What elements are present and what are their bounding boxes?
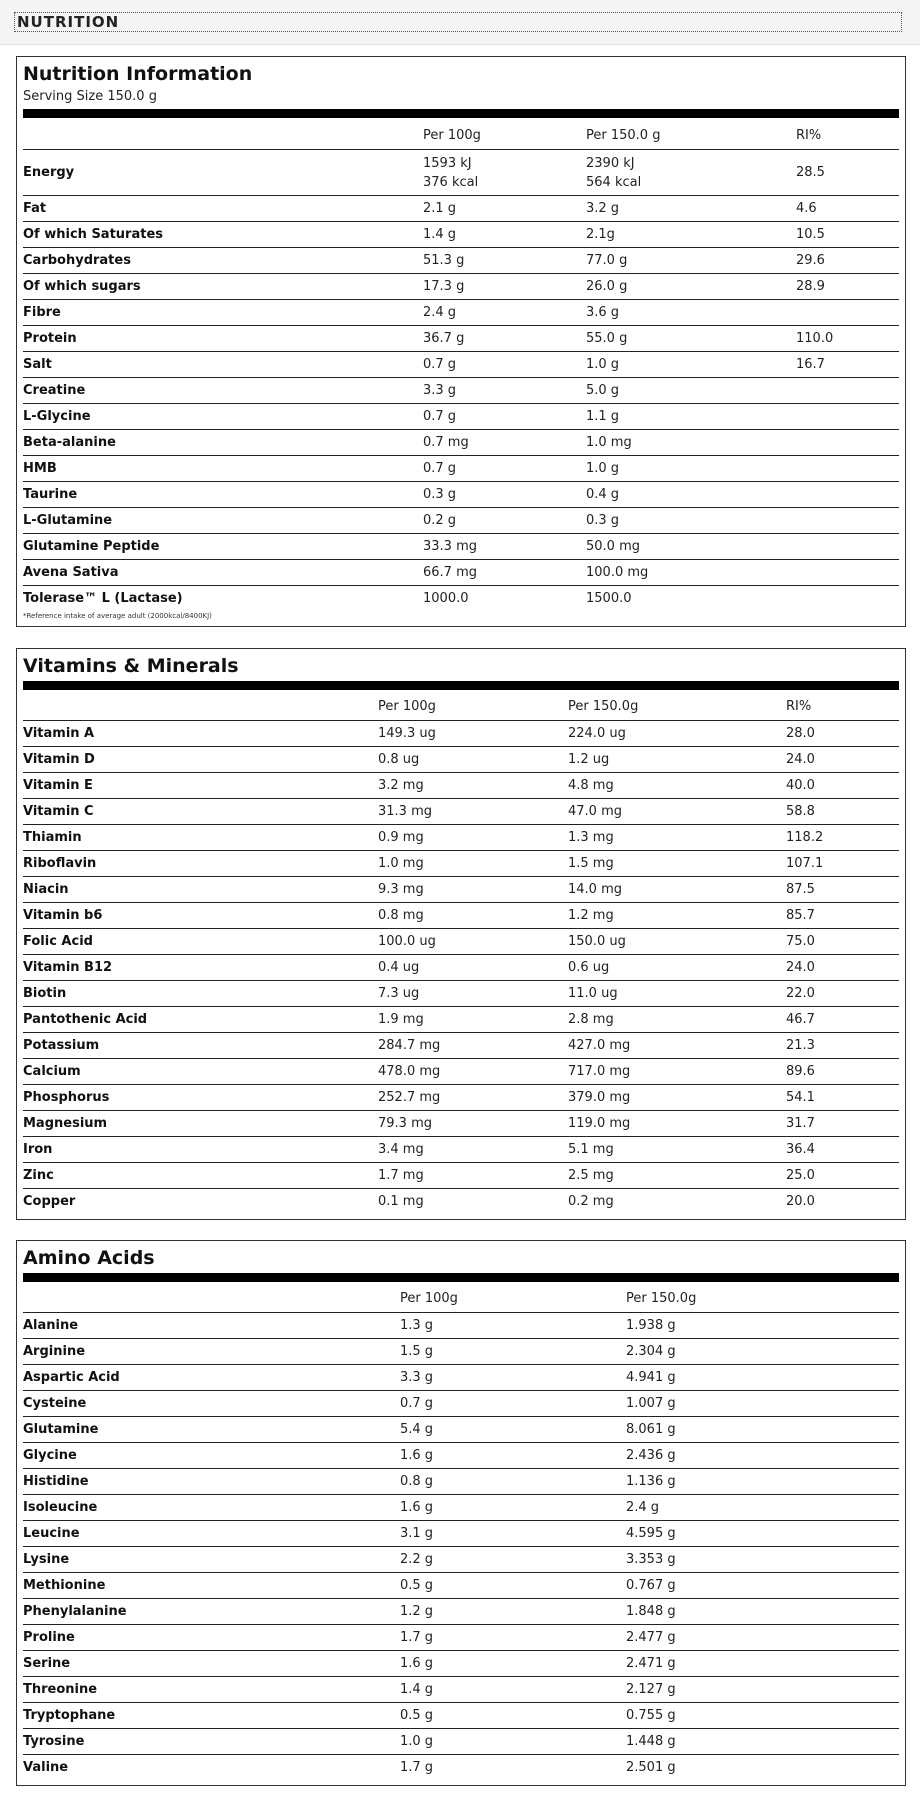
per-100g-value: 2.1 g	[423, 196, 586, 222]
table-row-riboflavin	[23, 851, 899, 877]
per-serving-value: 77.0 g	[586, 248, 796, 274]
per-100g-value: 51.3 g	[423, 248, 586, 274]
table-row-l-glycine	[23, 404, 899, 430]
per-100g-value: 1.0 mg	[378, 851, 568, 877]
nutrient-name: Vitamin A	[23, 721, 378, 747]
table-row-magnesium	[23, 1111, 899, 1137]
vitamins-table	[23, 693, 899, 1214]
ri-percent-value: 24.0	[786, 955, 899, 981]
ri-percent-value: 16.7	[796, 352, 899, 378]
per-100g-value: 3.3 g	[400, 1365, 626, 1391]
table-row-of-which-saturates	[23, 222, 899, 248]
table-row-cysteine	[23, 1391, 899, 1417]
ri-percent-value: 89.6	[786, 1059, 899, 1085]
ri-percent-value	[796, 430, 899, 456]
ri-percent-value: 22.0	[786, 981, 899, 1007]
nutrient-name: Of which Saturates	[23, 222, 423, 248]
nutrient-name: Fibre	[23, 300, 423, 326]
table-row-tyrosine	[23, 1729, 899, 1755]
per-serving-value: 50.0 mg	[586, 534, 796, 560]
table-row-vitamin-b6	[23, 903, 899, 929]
per-100g-value: 3.1 g	[400, 1521, 626, 1547]
per-100g-value: 3.3 g	[423, 378, 586, 404]
per-serving-value: 1.2 mg	[568, 903, 786, 929]
per-100g-value: 0.8 ug	[378, 747, 568, 773]
per-100g-value: 1.7 g	[400, 1760, 434, 1775]
nutrient-name: Riboflavin	[23, 851, 378, 877]
column-header-per-serving: Per 150.0g	[626, 1285, 899, 1313]
per-100g-value: 252.7 mg	[378, 1085, 568, 1111]
per-100g-value: 1.4 g	[423, 222, 586, 248]
per-serving-value: 1.448 g	[626, 1729, 899, 1755]
table-row-vitamin-b12	[23, 955, 899, 981]
ri-percent-value	[796, 404, 899, 430]
per-serving-value: 47.0 mg	[568, 799, 786, 825]
nutrient-name: Potassium	[23, 1033, 378, 1059]
nutrient-name: Vitamin E	[23, 773, 378, 799]
ri-percent-value: 107.1	[786, 851, 899, 877]
per-serving-value: 119.0 mg	[568, 1111, 786, 1137]
per-serving-value: 224.0 ug	[568, 721, 786, 747]
per-serving-value	[586, 150, 796, 196]
table-row-phenylalanine	[23, 1599, 899, 1625]
ri-percent-value: 28.5	[796, 150, 899, 196]
table-row-proline	[23, 1625, 899, 1651]
per-serving-value: 3.6 g	[586, 300, 796, 326]
table-row-beta-alanine	[23, 430, 899, 456]
nutrient-name: Zinc	[23, 1163, 378, 1189]
per-serving-value: 4.8 mg	[568, 773, 786, 799]
per-serving-value: 2.477 g	[626, 1625, 899, 1651]
table-row-tryptophane	[23, 1703, 899, 1729]
divider-bar	[23, 1273, 899, 1282]
ri-percent-value: 28.0	[786, 721, 899, 747]
nutrient-name: Tryptophane	[23, 1703, 400, 1729]
ri-percent-value	[796, 482, 899, 508]
per-100g-value: 17.3 g	[423, 274, 586, 300]
table-row-threonine	[23, 1677, 899, 1703]
per-100g-value: 1.6 g	[400, 1495, 626, 1521]
nutrient-name: Vitamin C	[23, 799, 378, 825]
per-100g-value: 478.0 mg	[378, 1059, 568, 1085]
per-serving-value: 150.0 ug	[568, 929, 786, 955]
ri-percent-value: 31.7	[786, 1111, 899, 1137]
per-100g-value: 0.8 mg	[378, 903, 568, 929]
ri-percent-value: 25.0	[786, 1163, 899, 1189]
table-row-of-which-sugars	[23, 274, 899, 300]
column-header-nutrient	[23, 693, 378, 721]
ri-percent-value: 58.8	[786, 799, 899, 825]
table-row-glycine	[23, 1443, 899, 1469]
per-serving-value: 2.5 mg	[568, 1163, 786, 1189]
per-serving-value: 1.2 ug	[568, 747, 786, 773]
nutrient-name: L-Glycine	[23, 404, 423, 430]
vitamins-table-header	[23, 693, 899, 721]
energy-kcal-per-serving: 564 kcal	[586, 174, 642, 190]
per-serving-value: 379.0 mg	[568, 1085, 786, 1111]
ri-percent-value: 29.6	[796, 248, 899, 274]
table-row-creatine	[23, 378, 899, 404]
per-100g-value: 149.3 ug	[378, 721, 568, 747]
per-100g-value: 2.2 g	[400, 1547, 626, 1573]
per-100g-value: 0.2 g	[423, 508, 586, 534]
nutrient-name: Glutamine	[23, 1417, 400, 1443]
per-100g-value: 1000.0	[423, 591, 469, 606]
per-100g-value: 2.4 g	[423, 300, 586, 326]
table-row-folic-acid	[23, 929, 899, 955]
column-header-ri: RI%	[796, 122, 899, 150]
serving-size-label: Serving Size 150.0 g	[23, 89, 157, 104]
table-row-alanine	[23, 1313, 899, 1339]
nutrient-name: Lysine	[23, 1547, 400, 1573]
per-100g-value: 284.7 mg	[378, 1033, 568, 1059]
per-100g-value: 5.4 g	[400, 1417, 626, 1443]
amino-acids-panel	[16, 1240, 906, 1786]
per-serving-value: 1.007 g	[626, 1391, 899, 1417]
nutrient-name: Isoleucine	[23, 1495, 400, 1521]
per-100g-value: 0.8 g	[400, 1469, 626, 1495]
per-100g-value: 0.7 g	[423, 456, 586, 482]
per-100g-value: 0.3 g	[423, 482, 586, 508]
per-100g-value: 1.5 g	[400, 1339, 626, 1365]
per-100g-value: 9.3 mg	[378, 877, 568, 903]
table-row-hmb	[23, 456, 899, 482]
ri-percent-value: 85.7	[786, 903, 899, 929]
per-serving-value: 3.353 g	[626, 1547, 899, 1573]
nutrient-name: Iron	[23, 1137, 378, 1163]
nutrient-name: Biotin	[23, 981, 378, 1007]
table-row-biotin	[23, 981, 899, 1007]
per-serving-value: 100.0 mg	[586, 560, 796, 586]
per-serving-value: 1.848 g	[626, 1599, 899, 1625]
table-row-thiamin	[23, 825, 899, 851]
table-row-fibre	[23, 300, 899, 326]
per-100g-value: 1.3 g	[400, 1313, 626, 1339]
ri-percent-value: 10.5	[796, 222, 899, 248]
table-row-zinc	[23, 1163, 899, 1189]
per-serving-value: 4.941 g	[626, 1365, 899, 1391]
per-100g-value: 0.5 g	[400, 1703, 626, 1729]
column-header-per-100g: Per 100g	[378, 693, 568, 721]
column-header-per-100g: Per 100g	[423, 122, 586, 150]
nutrient-name: Threonine	[23, 1677, 400, 1703]
table-row-l-glutamine	[23, 508, 899, 534]
per-100g-value: 1.7 mg	[378, 1163, 568, 1189]
nutrient-name: Arginine	[23, 1339, 400, 1365]
per-100g-value: 0.7 g	[423, 404, 586, 430]
nutrient-name: Serine	[23, 1651, 400, 1677]
table-row-fat	[23, 196, 899, 222]
section-tab-nutrition[interactable]: NUTRITION	[14, 12, 902, 32]
divider-bar	[23, 109, 899, 118]
nutrition-table	[23, 122, 899, 611]
table-row-carbohydrates	[23, 248, 899, 274]
amino-table-header	[23, 1285, 899, 1313]
ri-percent-value	[796, 586, 899, 612]
per-serving-value: 0.6 ug	[568, 955, 786, 981]
per-100g-value: 33.3 mg	[423, 534, 586, 560]
nutrient-name: Carbohydrates	[23, 248, 423, 274]
ri-percent-value: 75.0	[786, 929, 899, 955]
nutrient-name: Protein	[23, 326, 423, 352]
per-100g-value: 66.7 mg	[423, 560, 586, 586]
nutrient-name: Niacin	[23, 877, 378, 903]
nutrient-name: Valine	[23, 1760, 69, 1775]
ri-percent-value	[796, 534, 899, 560]
per-100g-value: 1.6 g	[400, 1443, 626, 1469]
per-serving-value: 11.0 ug	[568, 981, 786, 1007]
nutrient-name: Proline	[23, 1625, 400, 1651]
per-serving-value: 1.0 g	[586, 352, 796, 378]
per-serving-value: 0.767 g	[626, 1573, 899, 1599]
per-100g-value: 1.9 mg	[378, 1007, 568, 1033]
per-serving-value: 1.0 g	[586, 456, 796, 482]
per-100g-value: 31.3 mg	[378, 799, 568, 825]
per-serving-value: 5.1 mg	[568, 1137, 786, 1163]
ri-percent-value	[796, 508, 899, 534]
nutrient-name: HMB	[23, 456, 423, 482]
per-100g-value: 36.7 g	[423, 326, 586, 352]
ri-percent-value: 21.3	[786, 1033, 899, 1059]
nutrient-name: Beta-alanine	[23, 430, 423, 456]
per-serving-value: 1.3 mg	[568, 825, 786, 851]
nutrient-name: Energy	[23, 150, 423, 196]
nutrient-name: L-Glutamine	[23, 508, 423, 534]
nutrient-name: Phenylalanine	[23, 1599, 400, 1625]
energy-kcal-per-100g: 376 kcal	[423, 174, 479, 190]
nutrient-name: Histidine	[23, 1469, 400, 1495]
table-row-aspartic-acid	[23, 1365, 899, 1391]
per-100g-value: 1.7 g	[400, 1625, 626, 1651]
table-row-taurine	[23, 482, 899, 508]
nutrient-name: Tyrosine	[23, 1729, 400, 1755]
per-100g-value: 1.4 g	[400, 1677, 626, 1703]
nutrient-name: Tolerase™ L (Lactase)	[23, 591, 183, 606]
per-serving-value: 2.8 mg	[568, 1007, 786, 1033]
nutrient-name: Leucine	[23, 1521, 400, 1547]
nutrient-name: Vitamin b6	[23, 903, 378, 929]
per-100g-value: 0.7 g	[400, 1391, 626, 1417]
table-row-copper	[23, 1189, 899, 1215]
nutrient-name: Taurine	[23, 482, 423, 508]
per-100g-value	[423, 150, 586, 196]
column-header-ri: RI%	[786, 693, 899, 721]
table-row-leucine	[23, 1521, 899, 1547]
table-row-valine	[23, 1755, 899, 1781]
energy-kj-per-100g: 1593 kJ	[423, 155, 472, 171]
per-serving-value: 427.0 mg	[568, 1033, 786, 1059]
ri-percent-value: 36.4	[786, 1137, 899, 1163]
ri-percent-value	[796, 378, 899, 404]
per-serving-value: 2.1g	[586, 222, 796, 248]
table-row-pantothenic-acid	[23, 1007, 899, 1033]
per-serving-value: 1.0 mg	[586, 430, 796, 456]
per-100g-value: 0.1 mg	[378, 1194, 424, 1209]
per-serving-value: 14.0 mg	[568, 877, 786, 903]
per-serving-value: 1.1 g	[586, 404, 796, 430]
nutrient-name: Glycine	[23, 1443, 400, 1469]
nutrient-name: Magnesium	[23, 1111, 378, 1137]
table-row-lysine	[23, 1547, 899, 1573]
per-serving-value: 5.0 g	[586, 378, 796, 404]
per-100g-value: 1.2 g	[400, 1599, 626, 1625]
table-row-energy	[23, 150, 899, 196]
vitamins-panel-title: Vitamins & Minerals	[23, 655, 239, 677]
per-100g-value: 3.4 mg	[378, 1137, 568, 1163]
amino-panel-title: Amino Acids	[23, 1247, 155, 1269]
per-serving-value: 8.061 g	[626, 1417, 899, 1443]
nutrient-name: Vitamin B12	[23, 955, 378, 981]
table-row-vitamin-e	[23, 773, 899, 799]
nutrient-name: Creatine	[23, 378, 423, 404]
ri-percent-value: 118.2	[786, 825, 899, 851]
column-header-nutrient	[23, 122, 423, 150]
per-serving-value: 1.136 g	[626, 1469, 899, 1495]
per-100g-value: 1.0 g	[400, 1729, 626, 1755]
per-100g-value: 79.3 mg	[378, 1111, 568, 1137]
nutrition-panel-title: Nutrition Information	[23, 63, 253, 85]
table-row-tolerase-l-lactase	[23, 586, 899, 612]
ri-percent-value: 110.0	[796, 326, 899, 352]
table-row-iron	[23, 1137, 899, 1163]
per-100g-value: 7.3 ug	[378, 981, 568, 1007]
per-serving-value: 1.5 mg	[568, 851, 786, 877]
table-row-potassium	[23, 1033, 899, 1059]
per-100g-value: 100.0 ug	[378, 929, 568, 955]
ri-percent-value: 40.0	[786, 773, 899, 799]
nutrient-name: Folic Acid	[23, 929, 378, 955]
table-row-methionine	[23, 1573, 899, 1599]
per-serving-value: 0.3 g	[586, 508, 796, 534]
table-row-avena-sativa	[23, 560, 899, 586]
nutrient-name: Aspartic Acid	[23, 1365, 400, 1391]
per-serving-value: 717.0 mg	[568, 1059, 786, 1085]
top-bar	[0, 0, 920, 45]
per-100g-value: 0.9 mg	[378, 825, 568, 851]
nutrient-name: Alanine	[23, 1313, 400, 1339]
nutrient-name: Avena Sativa	[23, 560, 423, 586]
nutrient-name: Fat	[23, 196, 423, 222]
nutrient-name: Glutamine Peptide	[23, 534, 423, 560]
table-row-protein	[23, 326, 899, 352]
per-serving-value: 0.4 g	[586, 482, 796, 508]
per-serving-value: 3.2 g	[586, 196, 796, 222]
ri-percent-value: 28.9	[796, 274, 899, 300]
per-100g-value: 0.4 ug	[378, 955, 568, 981]
per-100g-value: 1.6 g	[400, 1651, 626, 1677]
table-row-isoleucine	[23, 1495, 899, 1521]
per-100g-value: 0.5 g	[400, 1573, 626, 1599]
ri-percent-value: 87.5	[786, 877, 899, 903]
table-row-glutamine-peptide	[23, 534, 899, 560]
nutrition-information-panel	[16, 56, 906, 627]
reference-intake-footnote: *Reference intake of average adult (2000kcal/8400KJ)	[23, 612, 212, 620]
table-row-niacin	[23, 877, 899, 903]
table-row-vitamin-d	[23, 747, 899, 773]
table-row-phosphorus	[23, 1085, 899, 1111]
per-serving-value: 2.127 g	[626, 1677, 899, 1703]
nutrient-name: Phosphorus	[23, 1085, 378, 1111]
column-header-amino-acid	[23, 1285, 400, 1313]
nutrient-name: Copper	[23, 1194, 76, 1209]
per-serving-value: 2.4 g	[626, 1495, 899, 1521]
nutrient-name: Vitamin D	[23, 747, 378, 773]
per-serving-value: 1.938 g	[626, 1313, 899, 1339]
ri-percent-value: 54.1	[786, 1085, 899, 1111]
table-row-vitamin-a	[23, 721, 899, 747]
column-header-per-serving: Per 150.0 g	[586, 122, 796, 150]
ri-percent-value	[796, 560, 899, 586]
table-row-vitamin-c	[23, 799, 899, 825]
energy-kj-per-serving: 2390 kJ	[586, 155, 635, 171]
nutrient-name: Pantothenic Acid	[23, 1007, 378, 1033]
table-row-calcium	[23, 1059, 899, 1085]
table-row-histidine	[23, 1469, 899, 1495]
divider-bar	[23, 681, 899, 690]
per-serving-value: 55.0 g	[586, 326, 796, 352]
column-header-per-serving: Per 150.0g	[568, 693, 786, 721]
nutrient-name: Calcium	[23, 1059, 378, 1085]
per-serving-value: 1500.0	[586, 591, 632, 606]
nutrient-name: Salt	[23, 352, 423, 378]
per-serving-value: 4.595 g	[626, 1521, 899, 1547]
per-100g-value: 3.2 mg	[378, 773, 568, 799]
ri-percent-value: 20.0	[786, 1194, 815, 1209]
nutrient-name: Thiamin	[23, 825, 378, 851]
nutrient-name: Cysteine	[23, 1391, 400, 1417]
per-serving-value: 2.471 g	[626, 1651, 899, 1677]
table-row-arginine	[23, 1339, 899, 1365]
table-row-salt	[23, 352, 899, 378]
per-serving-value: 2.304 g	[626, 1339, 899, 1365]
ri-percent-value	[796, 300, 899, 326]
amino-acids-table	[23, 1285, 899, 1780]
ri-percent-value: 46.7	[786, 1007, 899, 1033]
column-header-per-100g: Per 100g	[400, 1285, 626, 1313]
nutrition-table-header	[23, 122, 899, 150]
per-100g-value: 0.7 g	[423, 352, 586, 378]
nutrient-name: Of which sugars	[23, 274, 423, 300]
per-serving-value: 0.755 g	[626, 1703, 899, 1729]
table-row-serine	[23, 1651, 899, 1677]
per-serving-value: 0.2 mg	[568, 1194, 614, 1209]
per-serving-value: 2.501 g	[626, 1760, 676, 1775]
per-serving-value: 2.436 g	[626, 1443, 899, 1469]
ri-percent-value: 4.6	[796, 196, 899, 222]
ri-percent-value: 24.0	[786, 747, 899, 773]
per-serving-value: 26.0 g	[586, 274, 796, 300]
nutrient-name: Methionine	[23, 1573, 400, 1599]
vitamins-minerals-panel	[16, 648, 906, 1220]
ri-percent-value	[796, 456, 899, 482]
table-row-glutamine	[23, 1417, 899, 1443]
per-100g-value: 0.7 mg	[423, 430, 586, 456]
